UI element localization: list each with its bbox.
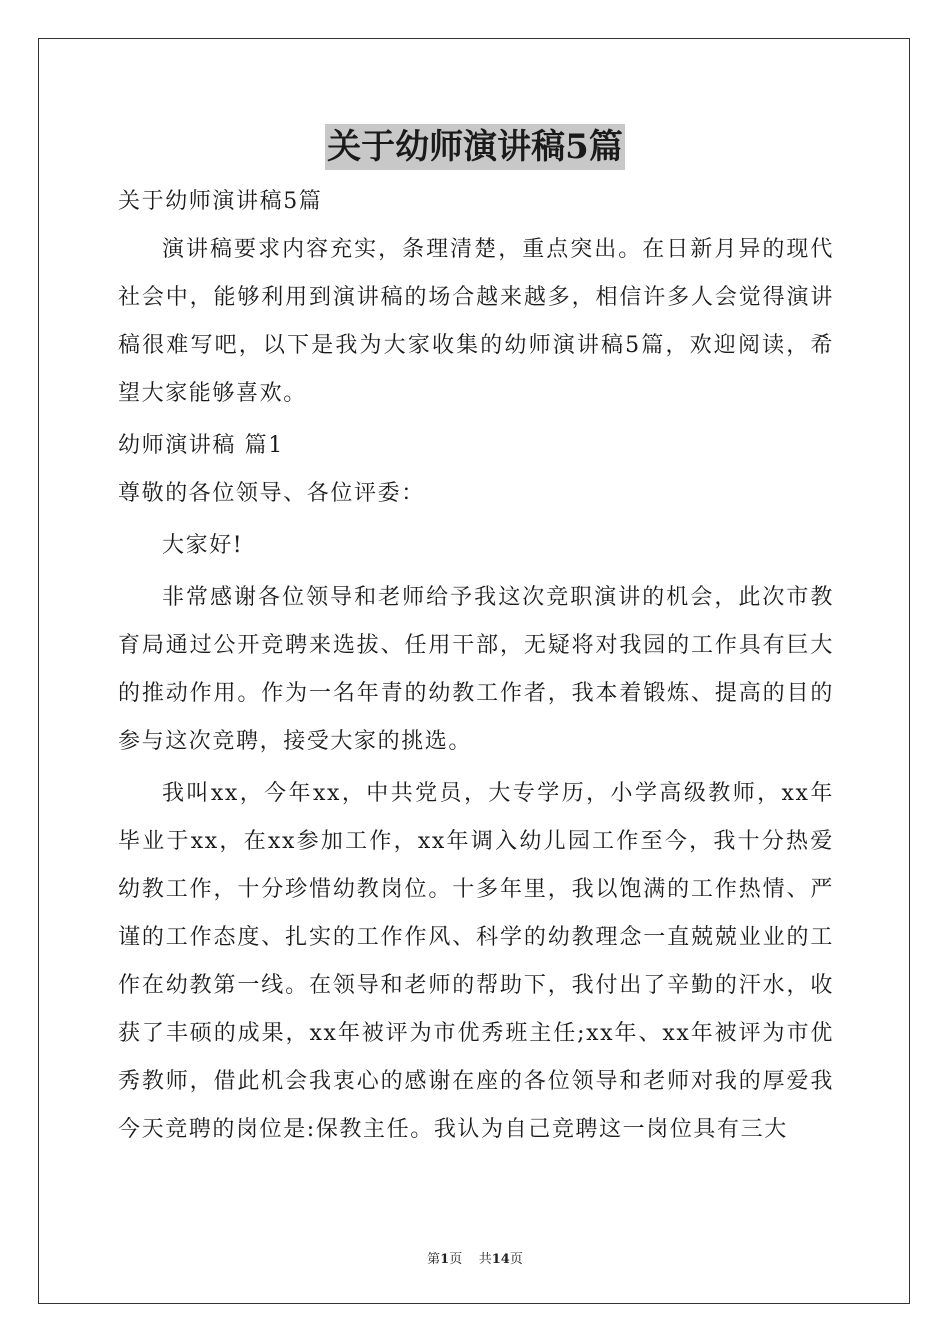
footer-mid: 页 共: [449, 1252, 492, 1267]
document-body: [118, 178, 834, 1154]
salutation: 尊敬的各位领导、各位评委：: [118, 481, 425, 506]
title-container: [0, 124, 950, 170]
page-footer: [0, 1248, 950, 1267]
footer-suffix: 页: [509, 1252, 523, 1267]
document-title: 关于幼师演讲稿5篇: [325, 124, 625, 170]
document-subtitle: 关于幼师演讲稿5篇: [118, 189, 323, 214]
body-paragraph-1: 非常感谢各位领导和老师给予我这次竞职演讲的机会，此次市教育局通过公开竞聘来选拔、任用干部，无疑将对我园的工作具有巨大的推动作用。作为一名年青的幼教工作者，我本着锻炼、提高的目的参与这次竞聘，接受大家的挑选。: [118, 585, 834, 754]
current-page-number: 1: [440, 1252, 450, 1267]
footer-prefix: 第: [427, 1252, 441, 1267]
total-page-number: 14: [491, 1252, 510, 1267]
section-heading: 幼师演讲稿 篇1: [118, 433, 284, 458]
body-paragraph-2: 我叫xx，今年xx，中共党员，大专学历，小学高级教师，xx年毕业于xx，在xx参加工作，xx年调入幼儿园工作至今，我十分热爱幼教工作，十分珍惜幼教岗位。十多年里，我以饱满的工作热情、严谨的工作态度、扎实的工作作风、科学的幼教理念一直兢兢业业的工作在幼教第一线。在领导和老师的帮助下，我付出了辛勤的汗水，收获了丰硕的成果，xx年被评为市优秀班主任;xx年、xx年被评为市优秀教师，借此机会我衷心的感谢在座的各位领导和老师对我的厚爱我今天竞聘的岗位是:保教主任。我认为自己竞聘这一岗位具有三大: [118, 781, 834, 1142]
intro-paragraph: 演讲稿要求内容充实，条理清楚，重点突出。在日新月异的现代社会中，能够利用到演讲稿的场合越来越多，相信许多人会觉得演讲稿很难写吧，以下是我为大家收集的幼师演讲稿5篇，欢迎阅读，希望大家能够喜欢。: [118, 237, 834, 406]
greeting: 大家好!: [162, 533, 244, 558]
